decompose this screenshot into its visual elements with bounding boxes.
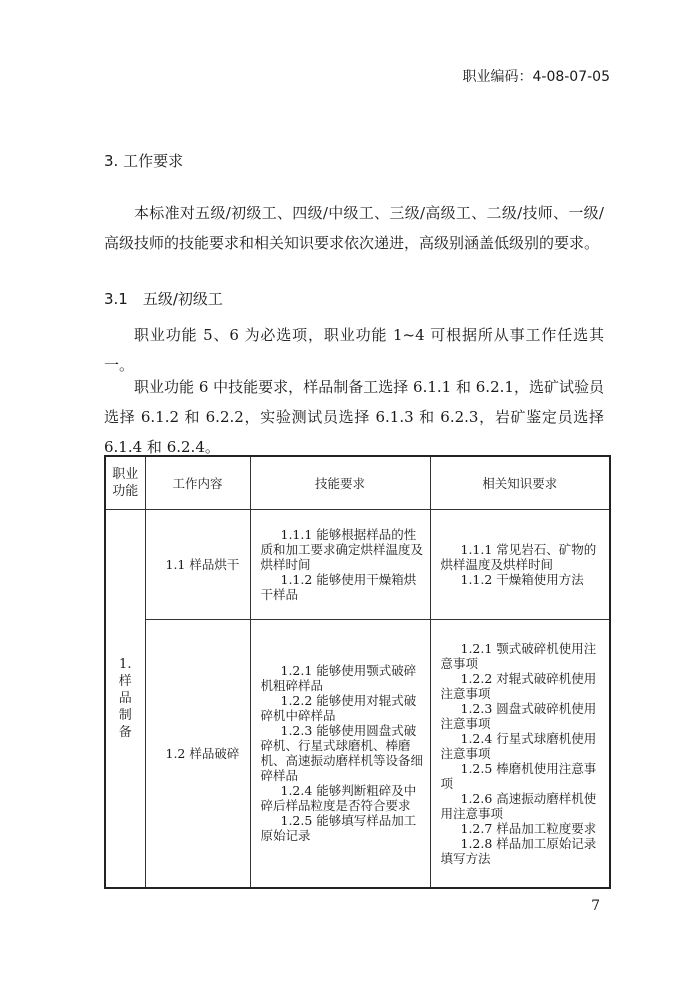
knowledge-item: 1.2.8 样品加工原始记录填写方法 <box>440 835 597 866</box>
knowledge-item: 1.2.5 棒磨机使用注意事项 <box>440 760 597 791</box>
table-row <box>105 510 610 620</box>
knowledge-item: 1.1.1 常见岩石、矿物的烘样温度及烘样时间 <box>440 542 597 572</box>
section-intro: 本标准对五级/初级工、四级/中级工、三级/高级工、二级/技师、一级/高级技师的技能要求和相关知识要求依次递进，高级别涵盖低级别的要求。 <box>104 204 604 252</box>
skill-cell <box>250 510 430 620</box>
knowledge-item: 1.2.3 圆盘式破碎机使用注意事项 <box>440 700 597 731</box>
header-knowledge: 相关知识要求 <box>430 456 610 510</box>
skill-item: 1.1.1 能够根据样品的性质和加工要求确定烘样温度及烘样时间 <box>260 527 424 572</box>
knowledge-item: 1.2.4 行星式球磨机使用注意事项 <box>440 730 597 761</box>
knowledge-item: 1.2.6 高速振动磨样机使用注意事项 <box>440 790 597 821</box>
subsection-title: 3.1 五级/初级工 <box>104 290 223 308</box>
function-cell <box>105 510 145 888</box>
skill-item: 1.2.2 能够使用对辊式破碎机中碎样品 <box>260 693 417 724</box>
subsection-para-2: 职业功能 6 中技能要求，样品制备工选择 6.1.1 和 6.2.1，选矿试验员选择 6.1.2 和 6.2.2，实验测试员选择 6.1.3 和 6.2.3，岩矿鉴定员选择 6.1.4 和 6.2.4。 <box>104 378 604 456</box>
knowledge-item: 1.2.7 样品加工粒度要求 <box>460 820 597 836</box>
header-skill: 技能要求 <box>250 456 430 510</box>
function-label: 1. 样品制备 <box>118 656 132 740</box>
content-cell: 1.2 样品破碎 <box>145 620 250 888</box>
skill-item: 1.2.5 能够填写样品加工原始记录 <box>260 813 417 844</box>
skill-item: 1.1.2 能够使用干燥箱烘干样品 <box>260 572 417 602</box>
requirements-table <box>104 455 611 889</box>
header-function: 职业功能 <box>105 456 145 510</box>
occupation-code: 职业编码：4-08-07-05 <box>462 69 610 85</box>
skill-item: 1.2.1 能够使用颚式破碎机粗碎样品 <box>260 663 417 694</box>
knowledge-item: 1.2.2 对辊式破碎机使用注意事项 <box>440 670 597 701</box>
skill-cell <box>250 620 430 888</box>
page-number: 7 <box>591 898 600 914</box>
table-row <box>105 620 610 888</box>
knowledge-cell <box>430 620 610 888</box>
section-title: 3. 工作要求 <box>104 152 184 170</box>
content-cell: 1.1 样品烘干 <box>145 510 250 620</box>
skill-item: 1.2.3 能够使用圆盘式破碎机、行星式球磨机、棒磨机、高速振动磨样机等设备细碎样品 <box>260 723 424 784</box>
knowledge-cell <box>430 510 610 620</box>
skill-item: 1.2.4 能够判断粗碎及中碎后样品粒度是否符合要求 <box>260 783 417 814</box>
subsection-para-1: 职业功能 5、6 为必选项，职业功能 1~4 可根据所从事工作任选其一。 <box>104 326 604 374</box>
knowledge-item: 1.1.2 干燥箱使用方法 <box>460 572 584 587</box>
knowledge-item: 1.2.1 颚式破碎机使用注意事项 <box>440 640 597 671</box>
header-content: 工作内容 <box>145 456 250 510</box>
table-header-row <box>105 456 610 510</box>
